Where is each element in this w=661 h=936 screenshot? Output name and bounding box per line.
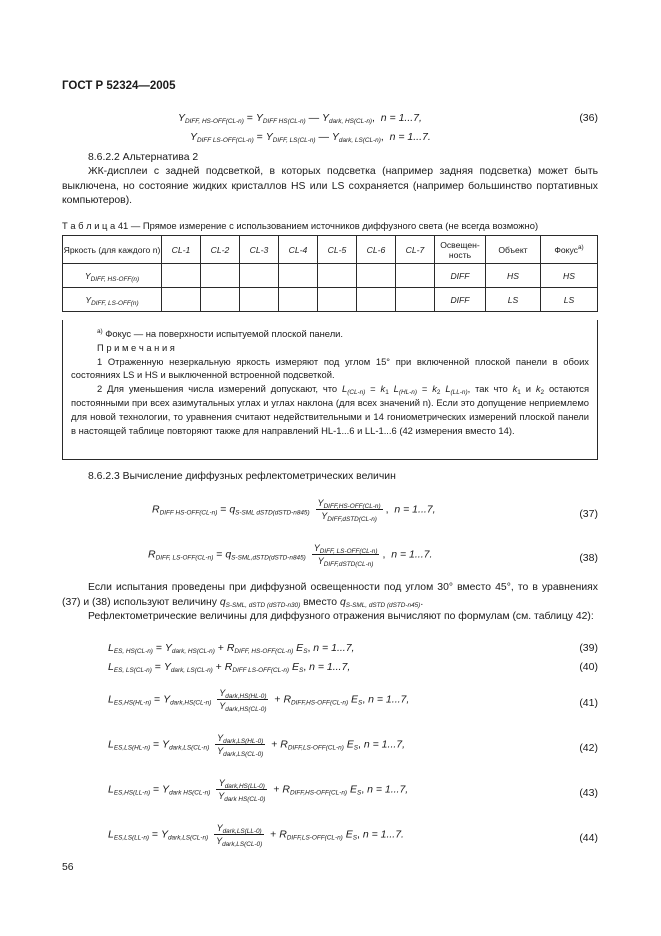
equation-40: $L_{ES, LS(CL-n)} = Y_{dark, LS(CL-n)} + R_{DIFF LS-OFF(CL-n)}$ $E_S$, n = 1...7, [108, 661, 351, 674]
col-cl5: CL-5 [318, 236, 357, 264]
col-cl6: CL-6 [357, 236, 396, 264]
note-2: 2 Для уменьшения числа измерений допускают, что $L_{(CL-n)} = k_1$ $L_{(HL-n)} = k_2$ $L_{(LL-n)}$, так что $k_1$ и $k_2$ остаются постоянными при всех азимутальных углах и углах наклона (для всех значений n). Если это допущение неприемлемо для новой технологии, то уравнения считают недействительными и 14 гониометрических измерений плоской панели в настоящей таблице повторяют также для направлений HL-1...6 и LL-1...6 (42 измерения вместо 14). [71, 383, 590, 436]
equation-40-number: (40) [579, 661, 598, 673]
col-cl4: CL-4 [279, 236, 318, 264]
equation-38-number: (38) [579, 552, 598, 564]
equation-43-number: (43) [579, 787, 598, 799]
footnote-a: $^{а)}$ Фокус — на поверхности испытуемой плоской панели. [97, 328, 344, 339]
equation-36-line1: $Y_{DIFF, HS-OFF(CL-n)} = Y_{DIFF HS(CL-n)}$ — $Y_{dark, HS(CL-n)}$, n = 1...7, [178, 112, 422, 125]
equation-39-number: (39) [579, 642, 598, 654]
equation-44-number: (44) [579, 832, 598, 844]
table-41 [62, 235, 598, 312]
col-cl3: CL-3 [240, 236, 279, 264]
equation-42-number: (42) [579, 742, 598, 754]
col-cl2: CL-2 [201, 236, 240, 264]
page-number: 56 [62, 862, 74, 873]
equation-42: $L_{ES,LS(HL-n)} = Y_{dark,LS(CL-n)}$ $\frac{Y_{dark,LS(HL-0)}}{Y_{dark,LS(CL-0)}}$ + $R_{DIFF,LS-OFF(CL-n)}$ $E_S$, n = 1...7, [108, 733, 406, 758]
col-focus: Фокус$^{а)}$ [541, 236, 598, 264]
equation-44: $L_{ES,LS(LL-n)} = Y_{dark,LS(CL-n)}$ $\frac{Y_{dark,LS(LL-0)}}{Y_{dark,LS(CL-0)}}$ + $R_{DIFF,LS-OFF(CL-n)}$ $E_S$, n = 1...7. [108, 823, 404, 848]
equation-36-number: (36) [579, 112, 598, 124]
equation-36-line2: $Y_{DIFF LS-OFF(CL-n)} = Y_{DIFF, LS(CL-n)}$ — $Y_{dark, LS(CL-n)}$, n = 1...7. [190, 131, 431, 144]
cell-object: LS [486, 288, 541, 312]
paragraph-30deg: Если испытания проведены при диффузной освещенности под углом 30° вместо 45°, то в уравнениях (37) и (38) используют величину $q_{S-SML, dSTD (dSTD-n30)}$ вместо $q_{S-SML, dSTD (dSTD-n45)}$. [62, 582, 598, 609]
section-8623-heading: 8.6.2.3 Вычисление диффузных рефлектометрических величин [88, 471, 396, 482]
equation-39: $L_{ES, HS(CL-n)} = Y_{dark, HS(CL-n)} + R_{DIFF, HS-OFF(CL-n)}$ $E_S$, n = 1...7, [108, 642, 355, 655]
standard-header: ГОСТ Р 52324—2005 [62, 80, 176, 92]
cell-illum: DIFF [435, 264, 486, 288]
section-8622-text: ЖК-дисплеи с задней подсветкой, в которых подсветка (например задняя подсветка) может быть выключена, но состояние жидких кристаллов HS или LS сохраняется (например большинство портативных компьютеров). [62, 166, 598, 206]
notes-title: П р и м е ч а н и я [97, 341, 175, 353]
col-cl7: CL-7 [396, 236, 435, 264]
equation-37: $R_{DIFF HS-OFF(CL-n)} = q_{S-SML dSTD(dSTD-n845)}$ $\frac{Y_{DIFF,HS-OFF(CL-n)}}{Y_{DIFF,dSTD(CL-n)}}$ , n = 1...7, [152, 498, 436, 523]
equation-41: $L_{ES,HS(HL-n)} = Y_{dark,HS(CL-n)}$ $\frac{Y_{dark,HS(HL-0)}}{Y_{dark,HS(CL-0)}}$ + $R_{DIFF,HS-OFF(CL-n)}$ $E_S$, n = 1...7, [108, 688, 410, 713]
cell-illum: DIFF [435, 288, 486, 312]
col-brightness: Яркость (для каждого n) [63, 236, 162, 264]
table-row [63, 264, 598, 288]
paragraph-formulas-intro: Рефлектометрические величины для диффузного отражения вычисляют по формулам (см. таблицу 42): [88, 611, 594, 622]
col-illumination: Освещенность [435, 236, 486, 264]
equation-38: $R_{DIFF, LS-OFF(CL-n)} = q_{S-SML,dSTD(dSTD-n845)}$ $\frac{Y_{DIFF, LS-OFF(CL-n)}}{Y_{DIFF,dSTD(CL-n)}}$ , n = 1...7. [148, 543, 433, 568]
cell-focus: LS [541, 288, 598, 312]
equation-41-number: (41) [579, 697, 598, 709]
table-41-notes [62, 320, 598, 460]
table-row [63, 288, 598, 312]
col-object: Объект [486, 236, 541, 264]
col-cl1: CL-1 [162, 236, 201, 264]
row-label: $Y_{DIFF, HS-OFF(n)}$ [63, 264, 162, 288]
cell-object: HS [486, 264, 541, 288]
equation-37-number: (37) [579, 508, 598, 520]
table-41-caption: Т а б л и ц а 41 — Прямое измерение с использованием источников диффузного света (не всегда возможно) [62, 220, 539, 231]
section-8622-heading: 8.6.2.2 Альтернатива 2 [88, 152, 199, 163]
row-label: $Y_{DIFF, LS-OFF(n)}$ [63, 288, 162, 312]
note-1: 1 Отраженную незеркальную яркость измеряют под углом 15° при включенной плоской панели в обоих состояниях LS и HS и выключенной встроенной подсветкой. [71, 355, 589, 381]
equation-43: $L_{ES,HS(LL-n)} = Y_{dark HS(CL-n)}$ $\frac{Y_{dark,HS(LL-0)}}{Y_{dark HS(CL-0)}}$ + $R_{DIFF,HS-OFF(CL-n)}$ $E_S$, n = 1...7, [108, 778, 409, 803]
cell-focus: HS [541, 264, 598, 288]
